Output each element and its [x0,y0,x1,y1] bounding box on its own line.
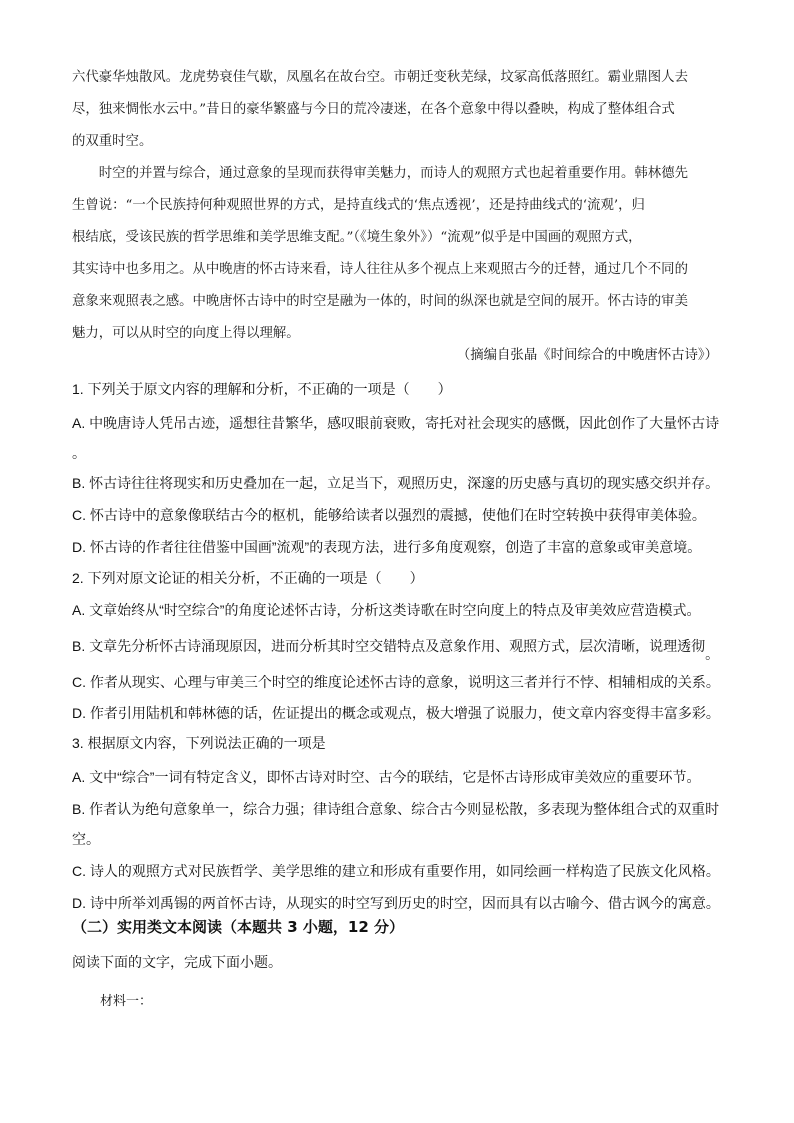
passage-line: 的双重时空。 [72,134,153,149]
question-block [72,374,722,918]
question-3-option-c: C. 诗人的观照方式对民族哲学、美学思维的建立和形成有重要作用，如同绘画一样构造了民族文化风格。 [72,863,720,879]
passage-paragraph-1 [72,62,718,158]
question-1-option-d: D. 怀古诗的作者往往借鉴中国画”流观”的表现方法，进行多角度观察，创造了丰富的意象或审美意境。 [72,539,702,555]
question-3-option-b-cont: 空。 [72,831,100,847]
question-1-option-c: C. 怀古诗中的意象像联结古今的枢机，能够给读者以强烈的震撼，使他们在时空转换中获得审美体验。 [72,507,706,523]
passage-line: 根结底，受该民族的哲学思维和美学思维支配。”（《境生象外》）“流观”似乎是中国画的观照方式， [72,230,642,245]
passage-line: 时空的并置与综合，通过意象的呈现而获得审美魅力，而诗人的观照方式也起着重要作用。韩林德先 [98,166,688,181]
question-3-option-b: B. 作者认为绝句意象单一，综合力强；律诗组合意象、综合古今则显松散，多表现为整体组合式的双重时 [72,801,720,817]
question-3-option-a: A. 文中“综合”一词有特定含义，即怀古诗对时空、古今的联结，它是怀古诗形成审美效应的重要环节。 [72,769,701,785]
passage-line: 生曾说：“一个民族持何种观照世界的方式，是持直线式的‘焦点透视’，还是持曲线式的‘流观’，归 [72,198,645,213]
question-2-option-b [72,631,722,661]
question-1-stem: 1. 下列关于原文内容的理解和分析，不正确的一项是（ ） [72,381,452,397]
question-2-stem: 2. 下列对原文论证的相关分析，不正确的一项是（ ） [72,570,424,586]
question-3-stem: 3. 根据原文内容，下列说法正确的一项是 [72,735,326,751]
passage-line: 尽，独来惆怅水云中。”昔日的豪华繁盛与今日的荒冷凄迷，在各个意象中得以叠映，构成了整体组合式 [72,102,675,117]
passage-line: 其实诗中也多用之。从中晚唐的怀古诗来看，诗人往往从多个视点上来观照古今的迁替，通过几个不同的 [72,262,688,277]
question-2-option-b-tail: 。 [705,646,720,662]
question-1-option-a-tail: 。 [72,445,86,461]
material-label: 材料一： [100,994,153,1009]
question-1-option-a: A. 中晚唐诗人凭吊古迹，遥想往昔繁华，感叹眼前衰败，寄托对社会现实的感慨，因此创作了大量怀古诗 [72,415,720,431]
passage-line: 魅力，可以从时空的向度上得以理解。 [72,326,300,341]
passage-paragraph-2 [72,158,718,350]
question-2-option-b-text: B. 文章先分析怀古诗涌现原因，进而分析其时空交错特点及意象作用、观照方式，层次清晰，说理透彻 [72,638,706,654]
question-2-option-c: C. 作者从现实、心理与审美三个时空的维度论述怀古诗的意象，说明这三者并行不悖、相辅相成的关系。 [72,674,720,690]
passage-line: 六代豪华烛散风。龙虎势衰佳气歇，凤凰名在故台空。市朝迁变秋芜绿，坟冢高低落照红。霸业鼎图人去 [72,70,688,85]
section-instruction: 阅读下面的文字，完成下面小题。 [72,954,282,970]
question-3-option-d: D. 诗中所举刘禹锡的两首怀古诗，从现实的时空写到历史的时空，因而具有以古喻今、借古讽今的寓意。 [72,895,720,911]
section-heading: （二）实用类文本阅读（本题共 3 小题，12 分） [72,918,404,936]
question-2-option-d: D. 作者引用陆机和韩林德的话，佐证提出的概念或观点，极大增强了说服力，使文章内容变得丰富多彩。 [72,705,720,721]
question-1-option-b: B. 怀古诗往往将现实和历史叠加在一起，立足当下，观照历史，深邃的历史感与真切的现实感交织并存。 [72,475,720,491]
passage-line: 意象来观照表之感。中晚唐怀古诗中的时空是融为一体的，时间的纵深也就是空间的展开。怀古诗的审美 [72,294,688,309]
passage-source: （摘编自张晶《时间综合的中晚唐怀古诗》） [456,348,718,363]
question-2-option-a: A. 文章始终从“时空综合”的角度论述怀古诗，分析这类诗歌在时空向度上的特点及审美效应营造模式。 [72,602,701,618]
